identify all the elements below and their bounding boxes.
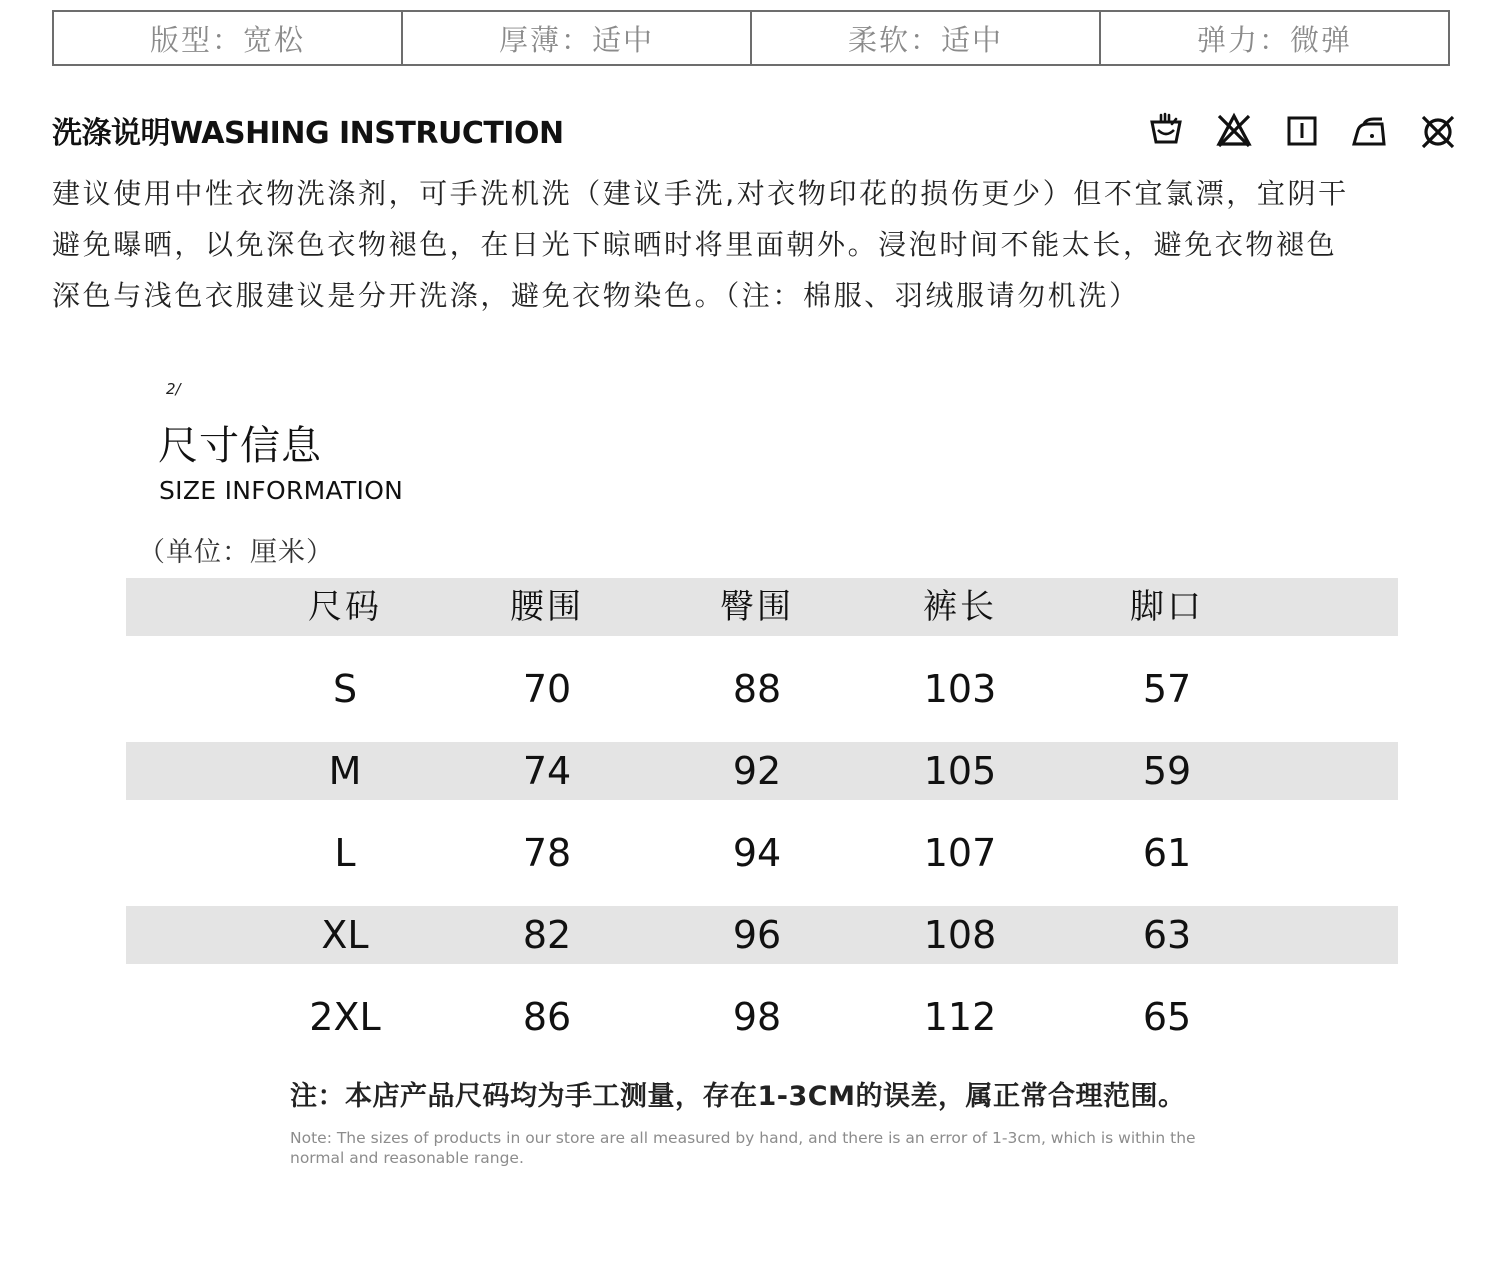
cell-size: S [332,667,358,711]
table-row [126,988,1398,1046]
cell-leg-opening: 61 [1142,831,1192,875]
measurement-note-cn: 注：本店产品尺码均为手工测量，存在1-3CM的误差，属正常合理范围。 [290,1081,1186,1112]
tumble-dry-icon [1280,110,1324,154]
cell-waist: 82 [522,913,572,957]
cell-length: 112 [923,995,997,1039]
care-icons [1140,110,1460,154]
cell-hip: 98 [732,995,782,1039]
washing-line: 建议使用中性衣物洗涤剂，可手洗机洗（建议手洗,对衣物印花的损伤更少）但不宜氯漂，宜阴干 [52,177,1349,210]
cell-hip: 88 [732,667,782,711]
cell-size: M [328,749,362,793]
unit-label: （单位：厘米） [138,537,334,568]
header-size: 尺码 [308,587,382,627]
cell-length: 103 [923,667,997,711]
attr-elasticity: 弹力：微弹 [1196,22,1352,57]
table-row [126,824,1398,882]
washing-line: 避免曝晒，以免深色衣物褪色，在日光下晾晒时将里面朝外。浸泡时间不能太长，避免衣物褪色 [52,228,1338,261]
cell-waist: 86 [522,995,572,1039]
table-row [126,906,1398,964]
cell-waist: 74 [522,749,572,793]
header-length: 裤长 [923,587,997,627]
size-table [126,578,1398,1070]
cell-hip: 94 [732,831,782,875]
no-dry-clean-icon [1416,110,1460,154]
size-title-en: SIZE INFORMATION [159,476,404,505]
attr-fit: 版型：宽松 [54,12,403,64]
header-hip: 臀围 [720,587,794,627]
header-leg-opening: 脚口 [1130,587,1204,627]
cell-length: 107 [923,831,997,875]
washing-instructions [52,168,1462,321]
cell-leg-opening: 57 [1142,667,1192,711]
hand-wash-icon [1144,110,1188,154]
cell-hip: 92 [732,749,782,793]
no-bleach-icon [1212,110,1256,154]
cell-size: 2XL [309,995,381,1039]
washing-line: 深色与浅色衣服建议是分开洗涤，避免衣物染色。（注：棉服、羽绒服请勿机洗） [52,279,1140,312]
washing-title: 洗涤说明WASHING INSTRUCTION [52,116,564,151]
cell-length: 105 [923,749,997,793]
fabric-attributes [52,10,1450,66]
cell-waist: 70 [522,667,572,711]
measurement-note-en: Note: The sizes of products in our store are all measured by hand, and there is an error of 1-3cm, which is within the normal and reasonable range. [290,1129,1196,1167]
cell-hip: 96 [732,913,782,957]
cell-waist: 78 [522,831,572,875]
cell-length: 108 [923,913,997,957]
size-title-cn: 尺寸信息 [158,423,322,469]
table-row [126,660,1398,718]
attr-thickness: 厚薄：适中 [403,12,752,64]
cell-size: XL [321,913,369,957]
cell-leg-opening: 63 [1142,913,1192,957]
table-header-row [126,578,1398,636]
cell-size: L [334,831,356,875]
header-waist: 腰围 [510,587,584,627]
attr-softness: 柔软：适中 [752,12,1101,64]
iron-icon [1348,110,1392,154]
table-row [126,742,1398,800]
cell-leg-opening: 59 [1142,749,1192,793]
section-number: 2/ [166,380,181,398]
cell-leg-opening: 65 [1142,995,1192,1039]
